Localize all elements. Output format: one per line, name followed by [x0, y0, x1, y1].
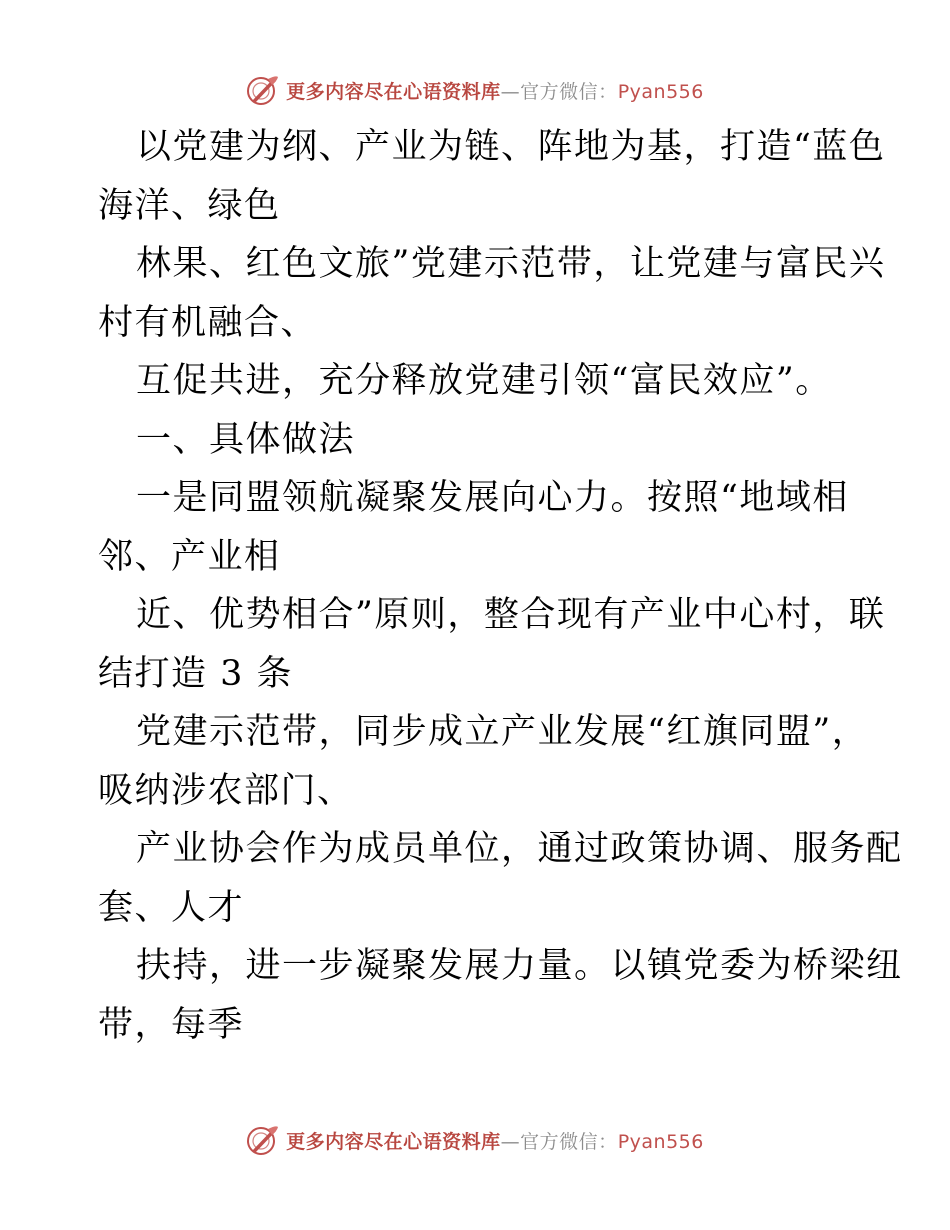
footer-banner	[0, 1120, 950, 1160]
footer-dash: —	[500, 1130, 521, 1153]
quill-pen-logo-icon	[246, 73, 280, 107]
quill-pen-logo-icon	[246, 1123, 280, 1157]
paragraph-line: 邻、产业相	[98, 536, 281, 577]
paragraph-line: 以党建为纲、产业为链、阵地为基，打造“蓝色	[136, 127, 886, 167]
paragraph-line: 党建示范带，同步成立产业发展“红旗同盟”，	[136, 712, 869, 752]
header-banner	[0, 70, 950, 110]
paragraph-line: 村有机融合、	[98, 302, 318, 343]
paragraph-line: 吸纳涉农部门、	[98, 770, 354, 811]
header-dash: —	[500, 80, 521, 103]
paragraph-line: 结打造 3 条	[98, 653, 294, 694]
footer-text	[286, 1127, 704, 1154]
header-wechat-label: 官方微信：	[520, 80, 618, 103]
header-text	[286, 77, 704, 104]
paragraph-line: 林果、红色文旅”党建示范带，让党建与富民兴	[136, 244, 886, 284]
header-site-text: 更多内容尽在心语资料库	[286, 80, 501, 103]
paragraph-line: 扶持，进一步凝聚发展力量。以镇党委为桥梁纽	[136, 946, 903, 986]
footer-site-text: 更多内容尽在心语资料库	[286, 1130, 501, 1153]
header-wechat-id: Pyan556	[617, 80, 704, 103]
footer-wechat-id: Pyan556	[617, 1130, 704, 1153]
paragraph-line: 一、具体做法	[136, 419, 356, 460]
footer-wechat-label: 官方微信：	[520, 1130, 618, 1153]
paragraph-line: 海洋、绿色	[98, 185, 281, 226]
paragraph-line: 带，每季	[98, 1004, 245, 1045]
paragraph-line: 近、优势相合”原则，整合现有产业中心村，联	[136, 595, 886, 635]
document-body	[98, 118, 903, 1054]
paragraph-line: 一是同盟领航凝聚发展向心力。按照“地域相	[136, 478, 849, 518]
paragraph-line: 套、人才	[98, 887, 245, 928]
paragraph-line: 互促共进，充分释放党建引领“富民效应”。	[136, 361, 832, 401]
paragraph-line: 产业协会作为成员单位，通过政策协调、服务配	[136, 829, 903, 869]
